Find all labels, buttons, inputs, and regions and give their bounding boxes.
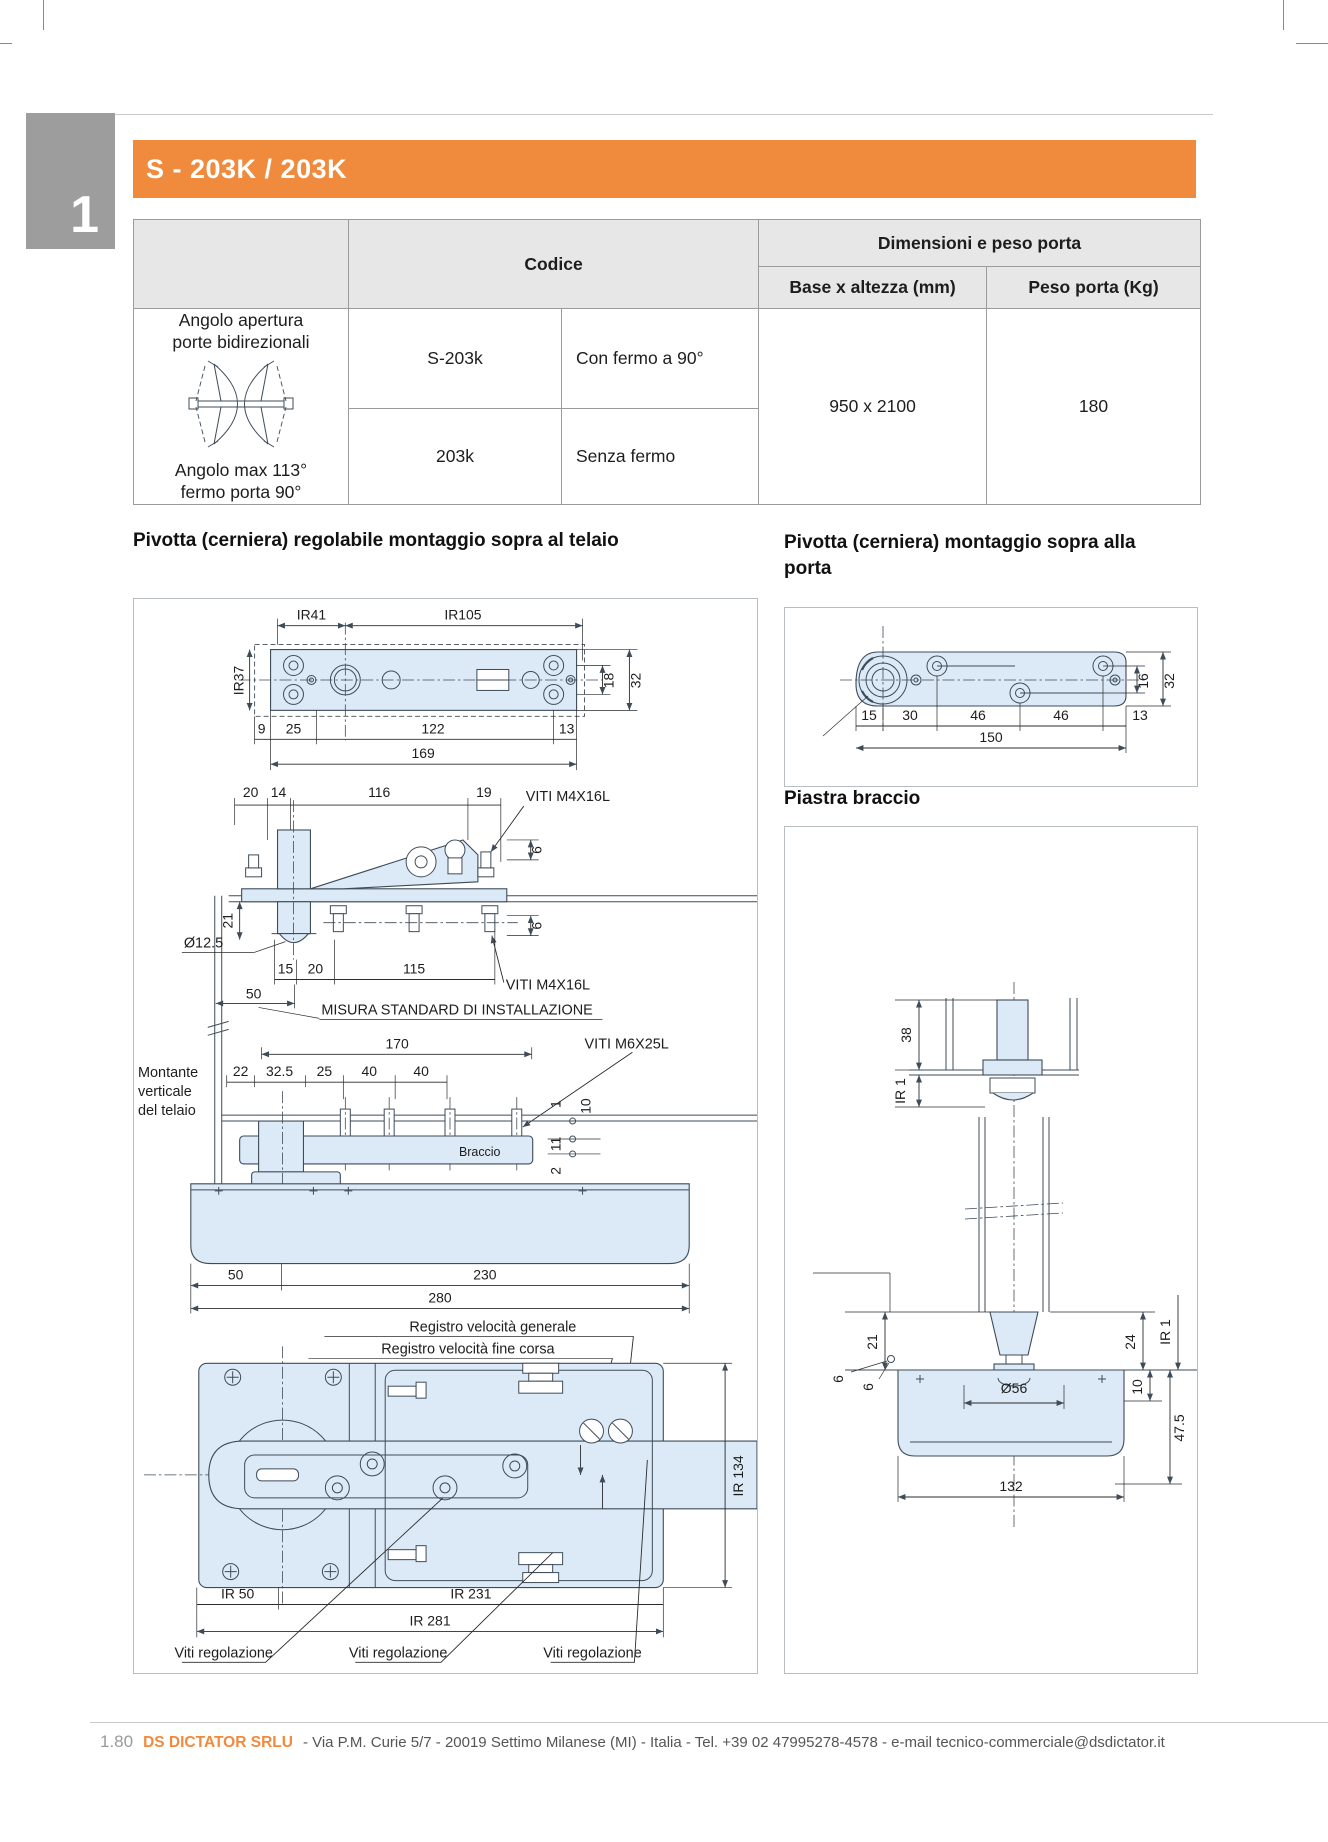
dim-13: 13 — [558, 720, 575, 737]
dim-11: 11 — [547, 1136, 564, 1152]
dim-21: 21 — [219, 912, 236, 929]
crop-mark-top-right-v — [1283, 0, 1284, 30]
dim-21p: 21 — [864, 1334, 880, 1350]
code-203k: 203k — [349, 409, 562, 505]
dim-46b: 46 — [1053, 707, 1069, 723]
dim-ir105: IR105 — [444, 606, 482, 623]
plan-view — [144, 1319, 757, 1662]
dim-22: 22 — [232, 1063, 249, 1080]
dim-40b: 40 — [413, 1063, 429, 1080]
dim-ir41: IR41 — [296, 606, 327, 623]
base-value: 950 x 2100 — [759, 309, 987, 505]
chapter-tab — [26, 113, 115, 249]
codice-header: Codice — [349, 220, 759, 309]
footer — [100, 1732, 1250, 1752]
dim-ir1-top: IR 1 — [892, 1078, 908, 1104]
section-title-piastra: Piastra braccio — [784, 788, 921, 809]
dim-122: 122 — [421, 720, 445, 737]
figure-telaio — [133, 598, 758, 1674]
label-registro-fine-corsa: Registro velocità fine corsa — [381, 1341, 555, 1358]
bidirectional-door-diagram — [181, 354, 301, 454]
dim-19: 19 — [476, 784, 492, 801]
label-dia-12-5: Ø12.5 — [183, 935, 224, 952]
dim-ir231: IR 231 — [450, 1585, 492, 1602]
peso-value: 180 — [987, 309, 1201, 505]
dim-132: 132 — [999, 1478, 1023, 1494]
dim-1: 1 — [547, 1100, 564, 1108]
dim-230: 230 — [473, 1266, 497, 1283]
dim-ir134: IR 134 — [730, 1455, 747, 1497]
arm-plate-section — [813, 982, 1197, 1527]
dim-50: 50 — [245, 985, 262, 1002]
label-viti-2: Viti regolazione — [348, 1645, 448, 1662]
label-montante-2: verticale — [137, 1084, 192, 1101]
dim-10: 10 — [577, 1098, 594, 1114]
footer-rule — [90, 1722, 1328, 1723]
label-viti-m4-top: VITI M4X16L — [525, 789, 611, 806]
dim-116: 116 — [368, 784, 391, 801]
dim-9: 9 — [257, 720, 266, 737]
dim-ir281: IR 281 — [409, 1612, 451, 1629]
dim-6-top: 6 — [528, 846, 545, 854]
m4-screw-top-right — [478, 852, 494, 877]
dim-20b: 20 — [307, 960, 324, 977]
dim-46a: 46 — [970, 707, 986, 723]
dim-32-5: 32.5 — [265, 1063, 294, 1080]
footer-company: DS DICTATOR SRLU — [143, 1734, 293, 1751]
dim-6b-p: 6 — [860, 1383, 876, 1391]
dim-18: 18 — [600, 672, 617, 689]
dim-25b: 25 — [316, 1063, 333, 1080]
label-misura-standard: MISURA STANDARD DI INSTALLAZIONE — [321, 1002, 593, 1019]
label-viti-1: Viti regolazione — [174, 1645, 273, 1662]
dim-170: 170 — [385, 1035, 409, 1052]
base-altezza-header: Base x altezza (mm) — [759, 267, 987, 309]
m4-screws-bottom — [330, 906, 497, 932]
code-s203k: S-203k — [349, 309, 562, 409]
section-title-telaio: Pivotta (cerniera) regolabile montaggio sopra al telaio — [133, 530, 619, 551]
desc-s203k: Con fermo a 90° — [562, 309, 759, 409]
dim-10p: 10 — [1129, 1379, 1145, 1395]
desc-203k: Senza fermo — [562, 409, 759, 505]
angle-caption-bottom: Angolo max 113° fermo porta 90° — [174, 459, 308, 502]
footer-page-number: 1.80 — [100, 1732, 134, 1751]
dim-38: 38 — [898, 1027, 914, 1043]
dim-150: 150 — [979, 729, 1003, 745]
spec-table — [133, 219, 1201, 505]
dim-15r: 15 — [861, 707, 877, 723]
dim-50b: 50 — [227, 1266, 244, 1283]
dim-32r: 32 — [1161, 673, 1177, 689]
m4-screw-top-left — [246, 855, 262, 877]
label-registro-generale: Registro velocità generale — [409, 1319, 577, 1336]
dim-115: 115 — [402, 960, 426, 977]
label-viti-3: Viti regolazione — [543, 1645, 642, 1662]
figure-porta — [784, 607, 1198, 787]
dim-25: 25 — [285, 720, 302, 737]
label-montante-1: Montante — [137, 1065, 199, 1082]
top-view — [231, 607, 644, 771]
opening-angle-cell — [134, 309, 349, 505]
dim-ir1-right: IR 1 — [1157, 1319, 1173, 1345]
corner-header-cell — [134, 220, 349, 309]
figure-piastra — [784, 826, 1198, 1674]
dim-16: 16 — [1135, 673, 1151, 689]
top-rule — [43, 114, 1213, 115]
dim-30: 30 — [902, 707, 918, 723]
dimensioni-header: Dimensioni e peso porta — [759, 220, 1201, 267]
figure-telaio-drawing — [134, 599, 757, 1673]
dim-6a-p: 6 — [830, 1375, 846, 1383]
dim-40a: 40 — [361, 1063, 378, 1080]
dim-20: 20 — [242, 784, 259, 801]
dim-2: 2 — [547, 1167, 564, 1175]
title-bar — [133, 140, 1196, 198]
chapter-number: 1 — [70, 186, 99, 244]
angle-caption-top: Angolo apertura porte bidirezionali — [172, 310, 310, 352]
dim-6-bottom: 6 — [528, 921, 545, 930]
footer-contact-info: - Via P.M. Curie 5/7 - 20019 Settimo Milanese (MI) - Italia - Tel. +39 02 47995278-4578 - e-mail tecnico-commerciale@dsdictator.it — [302, 1734, 1165, 1751]
dim-169: 169 — [411, 745, 435, 762]
dim-dia56: Ø56 — [1000, 1380, 1028, 1396]
dim-ir37: IR37 — [230, 665, 247, 696]
dim-24: 24 — [1122, 1334, 1138, 1350]
dim-15: 15 — [277, 960, 294, 977]
label-montante-3: del telaio — [137, 1103, 196, 1120]
crop-mark-right-h — [1296, 43, 1328, 44]
dim-13r: 13 — [1132, 707, 1148, 723]
dim-32: 32 — [627, 672, 644, 689]
spec-table-wrap — [133, 219, 1201, 505]
dim-280: 280 — [428, 1289, 452, 1306]
install-view — [138, 1035, 757, 1313]
page-title: S - 203K / 203K — [146, 153, 348, 184]
dim-ir50: IR 50 — [221, 1585, 255, 1602]
section-title-porta: Pivotta (cerniera) montaggio sopra alla porta — [784, 532, 1136, 579]
crop-mark-left-h — [0, 43, 12, 44]
label-viti-m6: VITI M6X25L — [584, 1036, 669, 1053]
label-viti-m4-bottom: VITI M4X16L — [505, 977, 591, 994]
dim-47-5: 47.5 — [1171, 1414, 1187, 1442]
peso-porta-header: Peso porta (Kg) — [987, 267, 1201, 309]
crop-mark-top-left-v — [43, 0, 44, 30]
figure-piastra-drawing — [785, 827, 1197, 1673]
label-braccio: Braccio — [458, 1144, 501, 1159]
door-plate-view — [823, 626, 1177, 753]
figure-porta-drawing — [785, 608, 1197, 786]
dim-14: 14 — [270, 784, 287, 801]
